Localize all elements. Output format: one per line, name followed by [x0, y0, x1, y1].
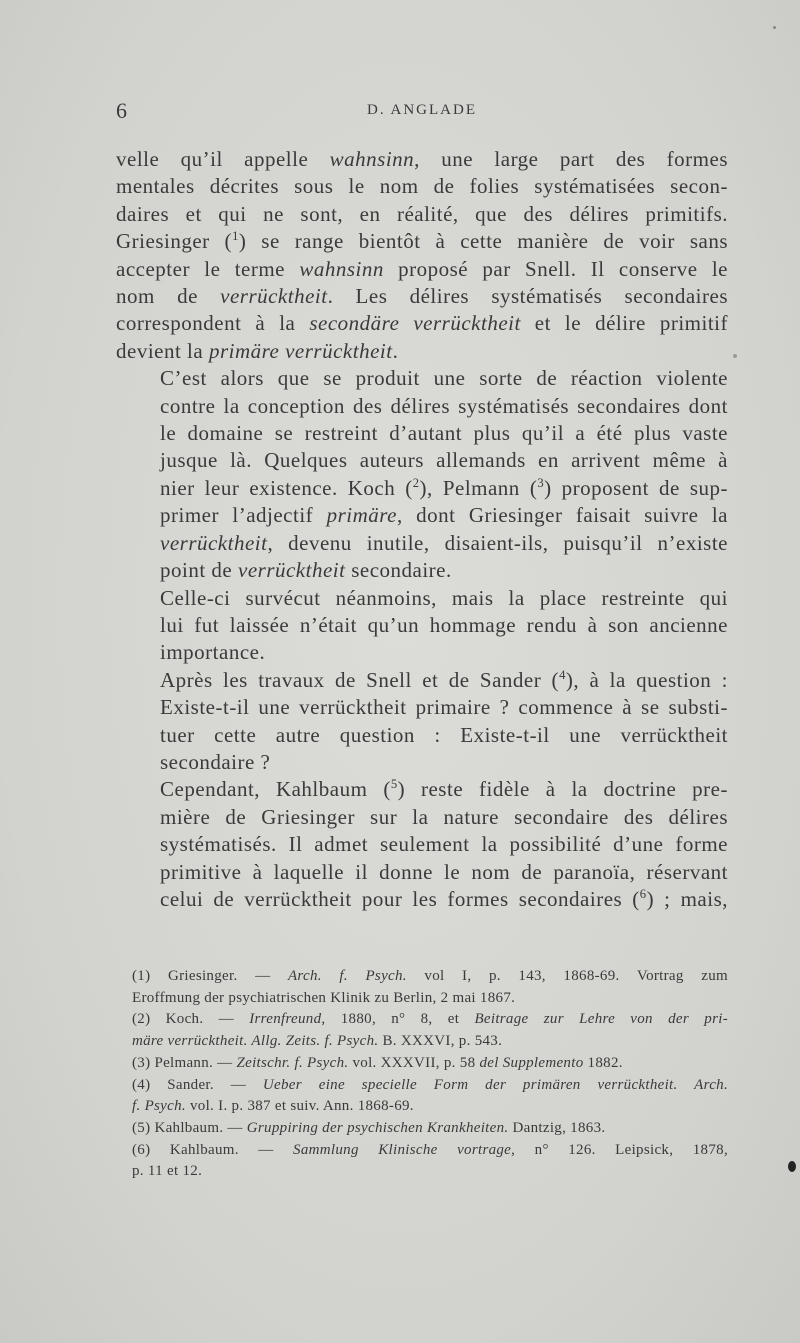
text-line: [116, 173, 728, 200]
text-line: [116, 859, 728, 886]
text-run: vol. I. p. 387 et suiv. Ann. 1868-69.: [185, 1098, 414, 1115]
text-line: [116, 667, 728, 694]
text-line: [116, 694, 728, 721]
text-run: secondaire.: [345, 558, 452, 583]
text-line: [116, 1096, 728, 1118]
text-line: [116, 585, 728, 612]
footnote: [116, 1140, 728, 1183]
text-run: , une large part des formes: [414, 147, 728, 171]
text-line: [116, 831, 728, 858]
text-run: primitive à laquelle il donne le nom de paranoïa, réservant: [160, 859, 728, 884]
footnote-ref: 5: [390, 777, 398, 792]
text-run: ) se range bientôt à cette manière de voir sans: [238, 229, 728, 254]
text-line: [116, 1031, 728, 1053]
footnote-ref: 2: [412, 475, 420, 490]
text-line: [116, 1140, 728, 1162]
page-header: [116, 98, 728, 128]
text-run: Dantzig, 1863.: [508, 1119, 606, 1136]
text-line: [116, 1161, 728, 1183]
text-run: importance.: [160, 640, 266, 665]
paragraph: [116, 365, 728, 584]
footnote: [116, 1118, 728, 1140]
italic-run: verrücktheit: [160, 530, 268, 555]
text-run: ) ; mais,: [646, 886, 728, 911]
text-line: [116, 639, 728, 666]
text-run: , 1880, n° 8, et: [321, 1011, 475, 1028]
text-run: devient la: [116, 338, 209, 363]
text-run: , dont Griesinger faisait suivre la: [396, 503, 728, 528]
text-run: nier leur existence. Koch (: [160, 475, 413, 500]
text-run: tuer cette autre question : Existe-t-il une verrücktheit: [160, 722, 728, 747]
text-run: et le délire primitif: [520, 311, 728, 336]
footnote: [116, 966, 728, 1009]
text-line: [116, 612, 728, 639]
text-line: [116, 447, 728, 474]
italic-run: wahnsinn: [299, 256, 384, 281]
text-run: celui de verrücktheit pour les formes secondaires (: [160, 886, 640, 911]
text-line: [116, 475, 728, 502]
text-line: [116, 228, 728, 255]
text-run: secondaire ?: [160, 749, 271, 774]
text-run: Existe-t-il une verrücktheit primaire ? commence à se substi-: [160, 695, 728, 720]
italic-run: verrücktheit: [238, 558, 346, 583]
text-run: ), à la question :: [565, 667, 728, 692]
text-line: [116, 283, 728, 310]
italic-run: del Supplemento: [479, 1054, 584, 1071]
italic-run: Arch. f. Psych.: [287, 968, 407, 984]
text-run: Griesinger (: [116, 229, 233, 254]
text-line: [116, 804, 728, 831]
text-run: vol I, p. 143, 1868-69. Vortrag zum: [406, 968, 728, 984]
text-run: (3) Pelmann. —: [132, 1054, 237, 1071]
text-line: [116, 420, 728, 447]
text-line: [116, 966, 728, 988]
text-run: Cependant, Kahlbaum (: [160, 777, 391, 802]
italic-run: secondäre verrücktheit: [309, 311, 521, 336]
text-run: Après les travaux de Snell et de Sander (: [160, 667, 560, 692]
text-run: C’est alors que se produit une sorte de réaction violente: [160, 366, 728, 391]
ink-speck: [733, 354, 737, 358]
ink-speck: [788, 1161, 796, 1172]
text-run: daires et qui ne sont, en réalité, que des délires primitifs.: [116, 201, 728, 226]
text-line: [116, 1009, 728, 1031]
text-run: (1) Griesinger. —: [132, 968, 288, 984]
italic-run: Zeitschr. f. Psych.: [236, 1054, 349, 1071]
italic-run: märe verrücktheit. Allg. Zeits. f. Psych.: [132, 1033, 379, 1050]
text-line: [116, 722, 728, 749]
text-line: [116, 365, 728, 392]
text-line: [116, 256, 728, 283]
text-line: [116, 557, 728, 584]
text-run: systématisés. Il admet seulement la possibilité d’une forme: [160, 832, 728, 857]
footnotes: [116, 966, 728, 1183]
text-line: [116, 502, 728, 529]
page-number: 6: [116, 98, 127, 123]
text-run: contre la conception des délires systématisés secondaires dont: [160, 393, 728, 418]
footnote: [116, 1053, 728, 1075]
text-line: [116, 530, 728, 557]
text-line: [116, 310, 728, 337]
text-line: [116, 338, 728, 365]
text-line: [116, 886, 728, 913]
italic-run: Ueber eine specielle Form der primären verrücktheit. Arch.: [262, 1076, 728, 1093]
text-run: , n° 126. Leipsick, 1878,: [511, 1141, 728, 1158]
ink-speck: [773, 26, 776, 29]
text-line: [116, 1075, 728, 1097]
text-line: [116, 1118, 728, 1140]
italic-run: Gruppiring der psychischen Krankheiten.: [246, 1119, 509, 1136]
text-run: (6) Kahlbaum. —: [132, 1141, 294, 1158]
text-run: lui fut laissée n’était qu’un hommage rendu à son ancienne: [160, 612, 728, 637]
italic-run: f. Psych.: [132, 1098, 186, 1115]
text-run: velle qu’il appelle: [116, 147, 330, 171]
paragraph: [116, 776, 728, 913]
italic-run: Beitrage zur Lehre von der pri-: [474, 1011, 728, 1028]
text-run: le domaine se restreint d’autant plus qu’il a été plus vaste: [160, 421, 728, 446]
text-run: primer l’adjectif: [160, 503, 327, 528]
text-line: [116, 776, 728, 803]
text-run: B. XXXVI, p. 543.: [378, 1033, 503, 1050]
text-run: p. 11 et 12.: [132, 1163, 203, 1180]
footnote-ref: 3: [537, 475, 545, 490]
italic-run: wahnsinn: [329, 147, 415, 171]
text-run: point de: [160, 558, 238, 583]
text-run: Eroffmung der psychiatrischen Klinik zu Berlin, 2 mai 1867.: [132, 989, 516, 1006]
text-run: . Les délires systématisés secondaires: [327, 284, 728, 309]
text-run: , devenu inutile, disaient-ils, puisqu’il n’existe: [267, 530, 728, 555]
text-line: [116, 201, 728, 228]
text-run: accepter le terme: [116, 256, 300, 281]
text-line: [116, 393, 728, 420]
footnote: [116, 1075, 728, 1118]
text-run: ), Pelmann (: [419, 475, 538, 500]
text-run: (2) Koch. —: [132, 1011, 250, 1028]
footnote-ref: 6: [639, 886, 647, 901]
paragraph: [116, 146, 728, 365]
text-line: [116, 749, 728, 776]
text-run: (4) Sander. —: [132, 1076, 263, 1093]
text-run: ) proposent de sup-: [544, 475, 728, 500]
running-head: D. ANGLADE: [367, 102, 477, 118]
text-run: proposé par Snell. Il conserve le: [383, 256, 728, 281]
text-line: [116, 988, 728, 1010]
paragraph: [116, 667, 728, 777]
italic-run: Irrenfreund: [249, 1011, 322, 1028]
footnote-ref: 4: [559, 667, 566, 682]
text-line: [116, 146, 728, 173]
footnote: [116, 1009, 728, 1052]
body-text: [116, 146, 728, 913]
text-run: correspondent à la: [116, 311, 310, 336]
text-run: Celle-ci survécut néanmoins, mais la place restreinte qui: [160, 585, 728, 610]
text-run: mentales décrites sous le nom de folies systématisées secon-: [116, 174, 728, 199]
text-run: jusque là. Quelques auteurs allemands en arrivent même à: [160, 448, 728, 473]
text-run: (5) Kahlbaum. —: [132, 1119, 247, 1136]
paragraph: [116, 585, 728, 667]
italic-run: verrücktheit: [220, 284, 328, 309]
text-run: nom de: [116, 284, 221, 309]
text-run: mière de Griesinger sur la nature secondaire des délires: [160, 804, 728, 829]
footnote-ref: 1: [232, 229, 239, 244]
text-line: [116, 1053, 728, 1075]
italic-run: Sammlung Klinische vortrage: [293, 1141, 512, 1158]
text-run: ) reste fidèle à la doctrine pre-: [397, 777, 728, 802]
text-run: .: [392, 338, 399, 363]
italic-run: primäre verrücktheit: [208, 338, 393, 363]
text-run: vol. XXXVII, p. 58: [348, 1054, 480, 1071]
text-run: 1882.: [583, 1054, 623, 1071]
italic-run: primäre: [326, 503, 397, 528]
